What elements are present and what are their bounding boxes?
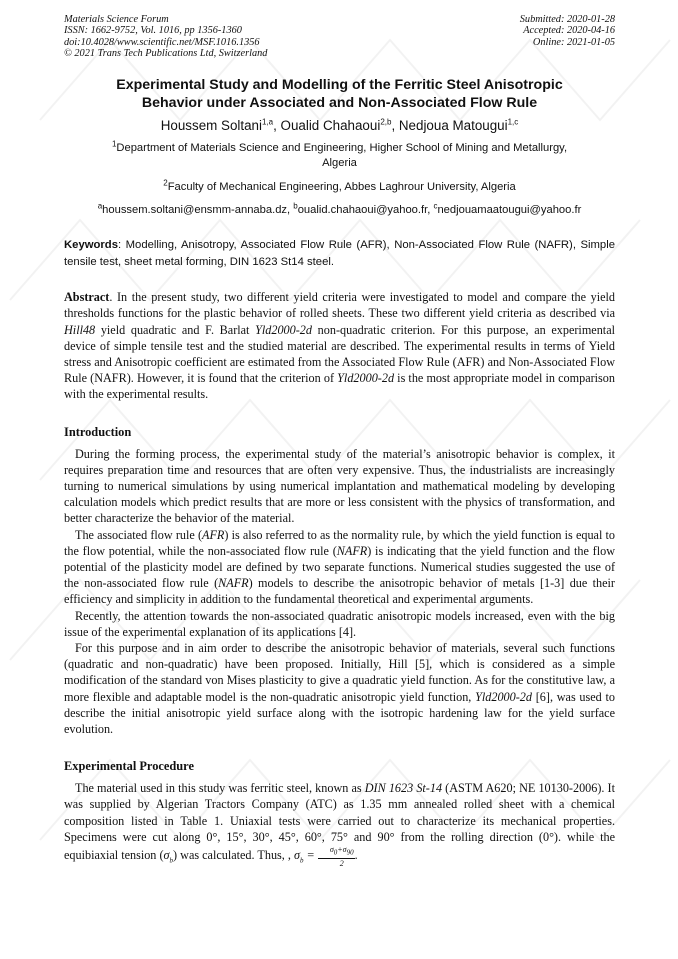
section-heading-experimental: Experimental Procedure — [64, 759, 194, 774]
num-sigma: σ — [329, 845, 334, 855]
author-name: Houssem Soltani — [160, 118, 262, 134]
para-text: The associated flow rule ( — [75, 527, 203, 542]
abstract-label: Abstract — [64, 290, 110, 305]
email-link[interactable]: nedjouamaatougui@yahoo.fr — [437, 204, 582, 217]
affiliation-sup: 2 — [163, 178, 168, 188]
sigma-sub: b — [169, 856, 174, 865]
title-line: Behavior under Associated and Non-Associated Flow Rule — [141, 95, 538, 112]
para-term: Yld2000-2d — [475, 689, 532, 704]
journal-header — [64, 14, 615, 59]
para-term: DIN 1623 St-14 — [364, 781, 443, 796]
abstract-text: yield quadratic and F. Barlat — [95, 322, 256, 337]
para-text: ) is also referred to as the normality rule, by which the yield function is equal to the flow potential, while the non-associated flow rule ( — [64, 527, 615, 558]
num-sigma: σ — [342, 845, 347, 855]
abstract-text: non-quadratic criterion. For this purpose, an experimental device of simple tensile test and the studied material are described. The experimental results in terms of Yield stress and Anisotropic coefficient are estimated from the Associated Flow Rule (AFR) and Non-Associated Flow Rule (NAFR). However, it is found that the criterion of — [64, 322, 615, 386]
title-line: Experimental Study and Modelling of the Ferritic Steel Anisotropic — [116, 77, 563, 94]
issn-volume: ISSN: 1662-9752, Vol. 1016, pp 1356-1360 — [64, 25, 242, 37]
experimental-paragraph — [64, 780, 615, 869]
intro-paragraph-3: Recently, the attention towards the non-associated quadratic anisotropic models increased, even with the big issue of the experimental explanation of its applications [4]. — [64, 608, 615, 639]
author-emails: $^a$houssem.soltani@ensmm-annaba.dz, $^b$oualid.chahaoui@yahoo.fr, $^c$nedjouamaatougui@yahoo.fr — [97, 201, 582, 217]
doi[interactable]: doi:10.4028/www.scientific.net/MSF.1016.1356 — [64, 36, 260, 48]
intro-paragraph-2 — [64, 527, 615, 608]
formula-lhs-sub: b — [299, 856, 304, 865]
email-sup: a — [97, 201, 103, 211]
email-sup: b — [293, 201, 298, 211]
para-text: ) is indicating that the yield function and the flow potential of the plasticity model are defined by two separate functions. Numerical studies suggested the use of the non-associated flow rule ( — [64, 543, 616, 591]
num-plus: + — [337, 845, 343, 855]
email-link[interactable]: oualid.chahaoui@yahoo.fr — [297, 204, 428, 217]
para-term: AFR — [202, 527, 225, 542]
abstract — [64, 289, 615, 402]
para-text: (ASTM A620; NE 10130-2006). It was supplied by Algerian Tractors Company (ATC) as 1.35 mm annealed rolled sheet with a chemical composition listed in Table 1. Uniaxial tests were carried out to characterize its mechanical properties. Specimens were cut along 0°, 15°, 30°, 45°, 60°, 75° and 90° from the rolling direction (0°). while the equibiaxial tension ( — [64, 781, 616, 863]
para-term: NAFR — [218, 576, 249, 591]
accepted-date: Accepted: 2020-04-16 — [523, 25, 615, 37]
affiliation-line: Algeria — [322, 157, 357, 170]
author-name: Nedjoua Matougui — [398, 118, 508, 134]
journal-info — [64, 14, 267, 59]
sigma-b-symbol — [163, 848, 174, 865]
section-heading-introduction: Introduction — [64, 424, 132, 439]
author-sup: 1,c — [507, 117, 519, 127]
abstract-term: Yld2000-2d — [337, 371, 395, 386]
fraction-denominator: 2 — [339, 858, 344, 868]
para-term: NAFR — [336, 543, 368, 558]
journal-name: Materials Science Forum — [64, 14, 169, 25]
affiliation-1 — [64, 141, 615, 171]
abstract-term: Hill48 — [64, 322, 96, 337]
online-date: Online: 2021-01-05 — [532, 36, 615, 48]
para-text: ) was calculated. Thus, , — [173, 848, 294, 863]
fraction-numerator — [318, 845, 355, 859]
affiliation-line: Faculty of Mechanical Engineering, Abbes Laghrour University, Algeria — [167, 181, 516, 194]
keywords-text: : Modelling, Anisotropy, Associated Flow Rule (AFR), Non-Associated Flow Rule (NAFR), Simple tensile test, sheet metal forming, DIN 1623 St14 steel. — [64, 239, 615, 268]
keywords-label: Keywords — [64, 239, 118, 252]
keywords — [64, 237, 615, 270]
affiliation-sup: 1 — [111, 139, 117, 149]
formula-equals: = — [303, 848, 318, 863]
author-list: Houssem Soltani$^{1,a}$, Oualid Chahaoui$^{2,b}$, Nedjoua Matougui$^{1,c}$ — [160, 117, 519, 134]
paper-page — [64, 14, 615, 869]
para-text: ) models to describe the anisotropic behavior of metals [1-3] due their efficiency and simplicity in addition to the fundamental theoretical and experimental arguments. — [64, 576, 615, 607]
author-sup: 2,b — [380, 117, 392, 127]
email-sup: c — [433, 201, 438, 211]
affiliation-line: Department of Materials Science and Engineering, Higher School of Mining and Metallurgy, — [116, 142, 568, 155]
affiliation-2 — [64, 180, 615, 195]
para-text: [6], was used to describe the initial anisotropic yield surface along with the isotropic hardening law for the yield surface evolution. — [64, 689, 615, 737]
publication-dates — [520, 14, 615, 59]
abstract-text: . In the present study, two different yield criteria were investigated to model and compare the yield thresholds functions for the plastic behavior of rolled sheets. These two different yield criteria as described via — [64, 290, 615, 321]
email-link[interactable]: houssem.soltani@ensmm-annaba.dz — [102, 204, 288, 217]
abstract-text: is the most appropriate model in comparison with the experimental results. — [64, 371, 615, 402]
paper-title — [64, 76, 615, 112]
equibiaxial-formula — [293, 845, 355, 868]
intro-paragraph-1: During the forming process, the experimental study of the material’s anisotropic behavior is complex, it requires preparation time and resources that are often very expensive. Thus, the industrialists are increasingly turning to numerical simulations by using numerical implantation and mathematical modeling by developing calculation models which predict results that are more or less consistent with the physics of transformation, and better characterize the behavior of the material. — [64, 446, 615, 526]
formula-lhs: σ — [293, 848, 300, 863]
para-text: The material used in this study was ferritic steel, known as — [75, 781, 365, 796]
sigma-glyph: σ — [163, 848, 170, 863]
formula-fraction — [318, 845, 355, 868]
author-sup: 1,a — [261, 117, 274, 127]
num-sub: 90 — [346, 848, 354, 857]
intro-paragraph-4 — [64, 640, 615, 737]
submitted-date: Submitted: 2020-01-28 — [519, 14, 615, 25]
para-text: . — [354, 848, 358, 863]
copyright: © 2021 Trans Tech Publications Ltd, Switzerland — [64, 47, 268, 59]
num-sub: 0 — [333, 848, 338, 857]
abstract-term: Yld2000-2d — [255, 322, 312, 337]
para-text: For this purpose and in aim order to describe the anisotropic behavior of materials, several such functions (quadratic and non-quadratic) have been proposed. Initially, Hill [5], which is considered as a simple modification of the standard von Mises plasticity to give a quadratic yield function. As for the constitutive law, a more flexible and adaptable model is the non-quadratic anisotropic yield function, — [64, 641, 615, 704]
author-name: Oualid Chahaoui — [280, 118, 381, 134]
